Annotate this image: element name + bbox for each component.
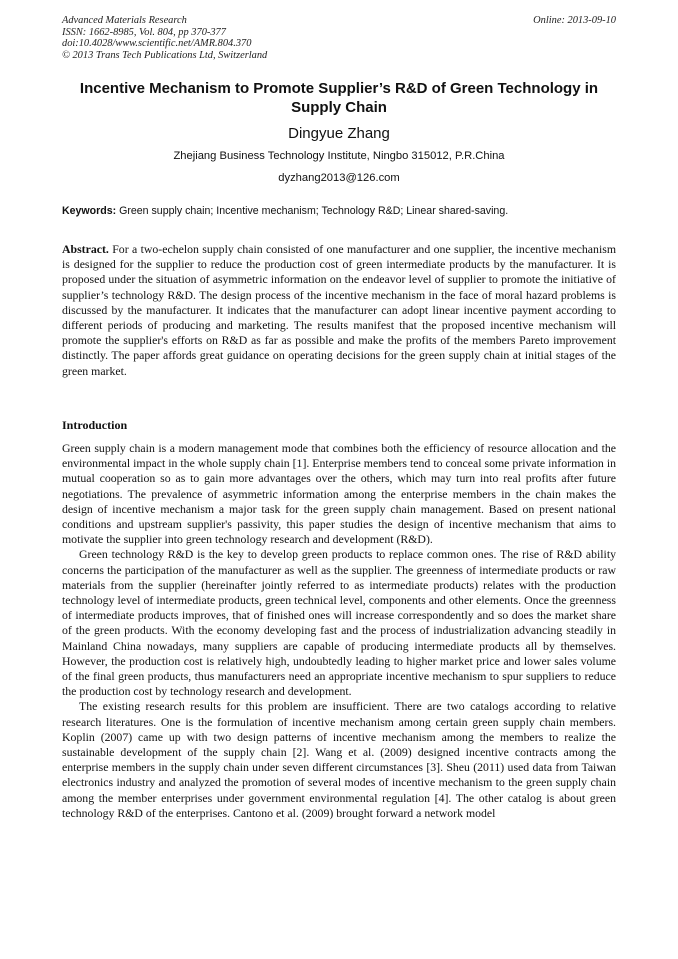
author-email[interactable]: dyzhang2013@126.com — [278, 172, 400, 184]
abstract-section — [62, 242, 616, 379]
journal-name: Advanced Materials Research — [62, 15, 187, 26]
abstract-paragraph — [62, 242, 616, 379]
abstract-label: Abstract. — [62, 242, 109, 256]
intro-paragraph: Green technology R&D is the key to develop green products to replace common ones. The rise of R&D ability concerns the participation of the manufacturer as well as the supplier. The greenness of intermediate products or raw materials from the supplier (hereinafter jointly referred to as intermediate products) relates with the production technology level of intermediate products, green technical level, components and other elements. Once the greenness of intermediate products improves, that of finished ones will increase correspondently and so does the market share of the green products. With the economy developing fast and the process of industrialization advancing steadily in Mainland China nowadays, many suppliers are capable of producing intermediate products all by themselves. However, the production cost is relatively high, undoubtedly leading to higher market price and lower sales volume of the final green products, thus manufacturers need an appropriate incentive mechanism to spur suppliers to reduce the production cost by technology research and development. — [62, 547, 616, 699]
introduction-section — [62, 441, 616, 821]
keywords-label: Keywords: — [62, 205, 117, 217]
intro-paragraph: The existing research results for this problem are insufficient. There are two catalogs according to relative research literatures. One is the formulation of incentive mechanism among certain green supply chain members. Koplin (2007) came up with two design patterns of incentive mechanism among the members to realize the sustainable development of the supply chain [2]. Wang et al. (2009) designed incentive contracts among the enterprise members in the supply chain under seven different circumstances [3]. Sheu (2011) used data from Taiwan electronics industry and analyzed the promotion of several modes of incentive mechanism to the green supply chain among the member enterprises under government environmental regulation [4]. The other catalog is about green technology R&D of the enterprises. Cantono et al. (2009) brought forward a network model — [62, 699, 616, 820]
introduction-heading: Introduction — [62, 418, 128, 432]
author-name: Dingyue Zhang — [288, 125, 390, 142]
keywords-text: Green supply chain; Incentive mechanism; Technology R&D; Linear shared-saving. — [116, 205, 509, 217]
copyright-line: © 2013 Trans Tech Publications Ltd, Switzerland — [62, 49, 268, 61]
journal-header — [62, 15, 616, 61]
issn-line: ISSN: 1662-8985, Vol. 804, pp 370-377 — [62, 26, 226, 38]
abstract-text: For a two-echelon supply chain consisted of one manufacturer and one supplier, the incentive mechanism is designed for the supplier to reduce the production cost of green intermediate products by the manufacturer. It is proposed under the situation of asymmetric information on the endeavor level of supplier to promote the initiative of supplier’s technology R&D. The design process of the incentive mechanism in the face of moral hazard problems is discussed by the manufacturer. It indicates that the manufacturer can adopt linear incentive payment according to different periods of producing and marketing. The results manifest that the proposed incentive mechanism will promote the supplier's efforts on R&D as far as possible and make the profits of the members Pareto improvement distinctly. The paper affords great guidance on operating decisions for the green supply chain at initial stages of the green market. — [62, 242, 616, 378]
author-affiliation: Zhejiang Business Technology Institute, Ningbo 315012, P.R.China — [173, 150, 505, 162]
paper-title: Incentive Mechanism to Promote Supplier’s R&D of Green Technology in Supply Chain — [79, 80, 599, 116]
doi-line: doi:10.4028/www.scientific.net/AMR.804.370 — [62, 38, 252, 49]
online-date: Online: 2013-09-10 — [533, 15, 616, 26]
intro-paragraph: Green supply chain is a modern management mode that combines both the efficiency of resource allocation and the environmental impact in the whole supply chain [1]. Enterprise members tend to conceal some private information in mutual cooperation so as to gain more advantages over the others, which may turn into real profits after future negotiations. The prevalence of asymmetric information among the enterprise members in the chain makes the design of incentive mechanism a major task for the green supply chain management. Based on present national conditions and upstream supplier's passivity, this paper studies the design of incentive mechanism that aims to motivate the supplier into green technology research and development (R&D). — [62, 441, 616, 547]
keywords-line — [62, 204, 616, 219]
